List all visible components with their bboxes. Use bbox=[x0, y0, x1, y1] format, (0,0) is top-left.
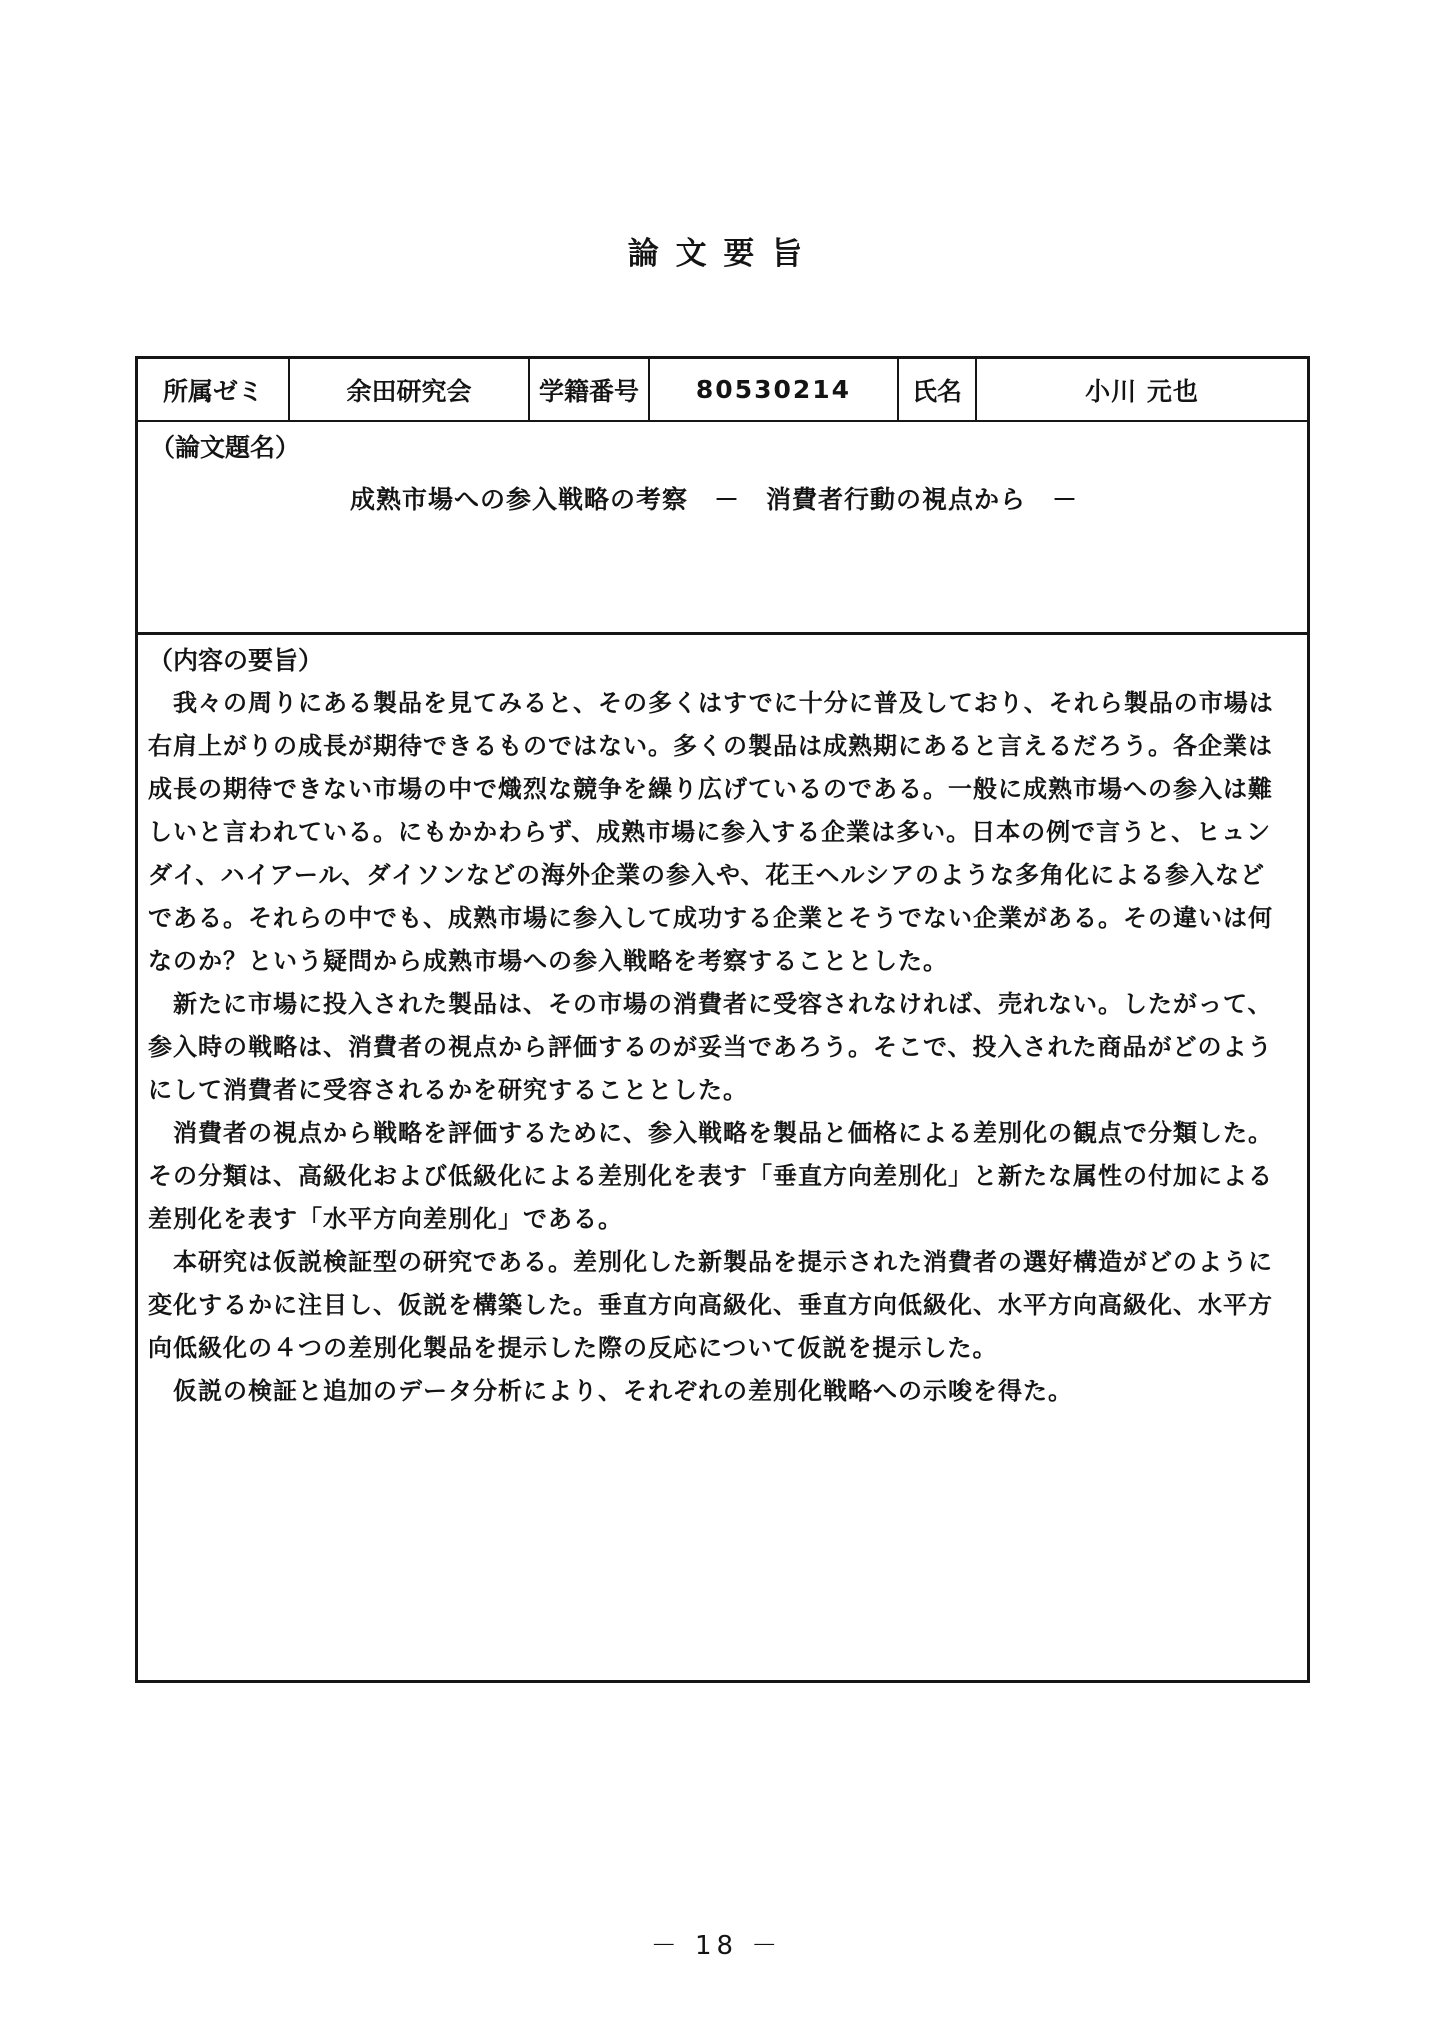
abstract-text-line: 新たに市場に投入された製品は、その市場の消費者に受容されなければ、売れない。したがって、 bbox=[148, 990, 1273, 1018]
abstract-body-text bbox=[148, 682, 1297, 1413]
abstract-text-line: 向低級化の４つの差別化製品を提示した際の反応について仮説を提示した。 bbox=[148, 1334, 998, 1362]
student-id-label-cell: 学籍番号 bbox=[530, 359, 650, 420]
abstract-text-line: 参入時の戦略は、消費者の視点から評価するのが妥当であろう。そこで、投入された商品がどのよう bbox=[148, 1033, 1273, 1061]
name-label-cell: 氏名 bbox=[899, 359, 977, 420]
student-id-value-cell: 80530214 bbox=[650, 359, 899, 420]
name-value-cell: 小川 元也 bbox=[1085, 376, 1199, 406]
abstract-text-line: 本研究は仮説検証型の研究である。差別化した新製品を提示された消費者の選好構造がどのように bbox=[148, 1248, 1273, 1276]
thesis-title: 成熟市場への参入戦略の考察 － 消費者行動の視点から － bbox=[350, 485, 1079, 514]
abstract-text-line: 消費者の視点から戦略を評価するために、参入戦略を製品と価格による差別化の観点で分類した。 bbox=[148, 1119, 1273, 1147]
abstract-content-section bbox=[138, 632, 1307, 1680]
thesis-title-section bbox=[138, 420, 1307, 632]
seminar-value-cell: 余田研究会 bbox=[290, 359, 530, 420]
seminar-label-cell: 所属ゼミ bbox=[138, 359, 290, 420]
abstract-text-line: しいと言われている。にもかかわらず、成熟市場に参入する企業は多い。日本の例で言うと、ヒュン bbox=[148, 818, 1272, 846]
abstract-text-line: 右肩上がりの成長が期待できるものではない。多くの製品は成熟期にあると言えるだろう。各企業は bbox=[148, 732, 1273, 760]
abstract-text-line: なのか？という疑問から成熟市場への参入戦略を考察することとした。 bbox=[148, 947, 948, 975]
abstract-text-line: 我々の周りにある製品を見てみると、その多くはすでに十分に普及しており、それら製品の市場は bbox=[148, 689, 1274, 717]
abstract-text-line: である。それらの中でも、成熟市場に参入して成功する企業とそうでない企業がある。その違いは何 bbox=[148, 904, 1273, 932]
thesis-title-section-label: （論文題名） bbox=[150, 433, 301, 462]
abstract-text-line: その分類は、高級化および低級化による差別化を表す「垂直方向差別化」と新たな属性の付加による bbox=[148, 1162, 1273, 1190]
document-title: 論 文 要 旨 bbox=[627, 236, 806, 272]
abstract-text-line: ダイ、ハイアール、ダイソンなどの海外企業の参入や、花王ヘルシアのような多角化による参入など bbox=[148, 861, 1265, 889]
abstract-section-label: （内容の要旨） bbox=[148, 646, 324, 675]
thesis-abstract-form bbox=[135, 356, 1310, 1683]
abstract-text-line: にして消費者に受容されるかを研究することとした。 bbox=[148, 1076, 748, 1104]
info-table-row bbox=[138, 359, 1307, 420]
abstract-text-line: 変化するかに注目し、仮説を構築した。垂直方向高級化、垂直方向低級化、水平方向高級化、水平方 bbox=[148, 1291, 1273, 1319]
page-number: － 18 － bbox=[650, 1931, 783, 1961]
abstract-text-line: 仮説の検証と追加のデータ分析により、それぞれの差別化戦略への示唆を得た。 bbox=[148, 1377, 1073, 1405]
abstract-text-line: 成長の期待できない市場の中で熾烈な競争を繰り広げているのである。一般に成熟市場への参入は難 bbox=[148, 775, 1273, 803]
abstract-text-line: 差別化を表す「水平方向差別化」である。 bbox=[148, 1205, 623, 1233]
